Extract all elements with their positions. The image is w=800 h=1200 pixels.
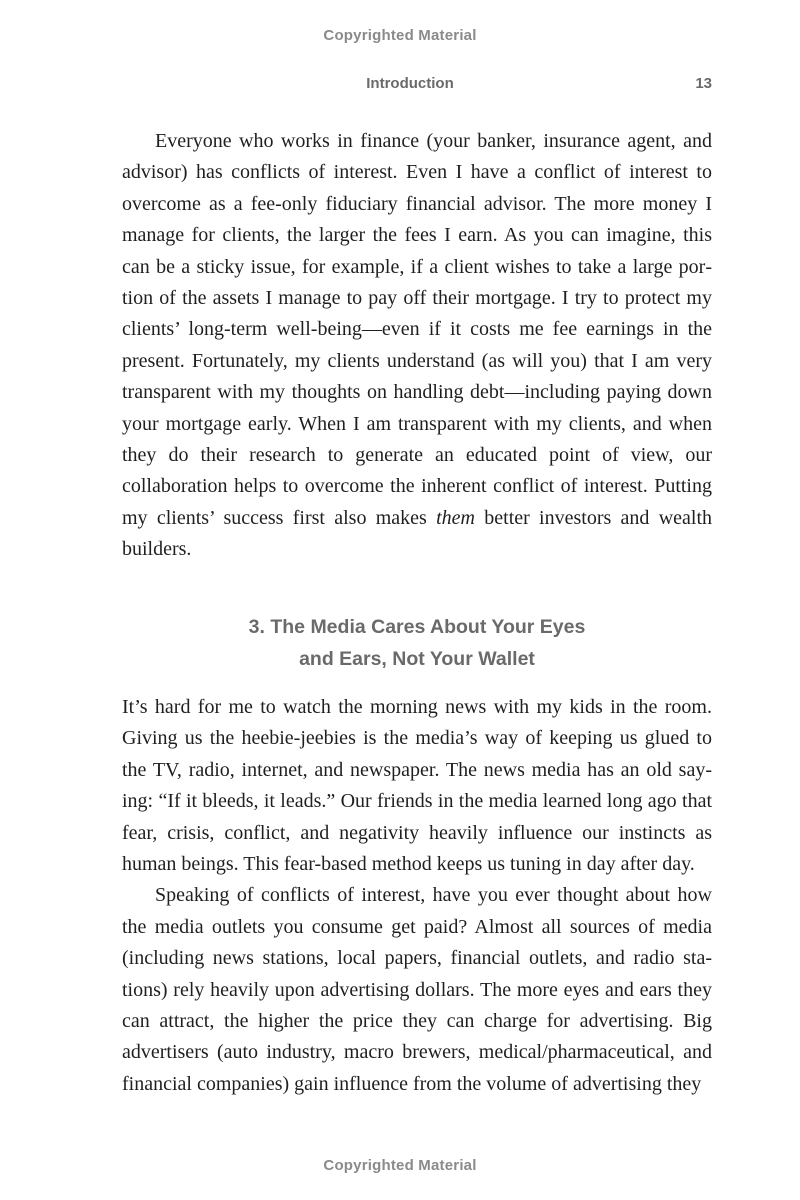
copyright-watermark-top: Copyrighted Material <box>323 27 477 44</box>
emphasis-them: them <box>436 506 475 529</box>
paragraph-morning-news: It’s hard for me to watch the morning news with my kids in the room. Giving us the heebie-jeebies is the media’s way of keeping us glued to the TV, radio, internet, and newspaper. The news media has an old saying: “If it bleeds, it leads.” Our friends in the media learned long ago that fear, crisis, conflict, and negativity heavily influence our instincts as human beings. This fear-based method keeps us tuning in day after day. <box>122 696 712 876</box>
body-text-block-2 <box>122 692 712 1100</box>
copyright-watermark-bottom: Copyrighted Material <box>323 1157 477 1174</box>
running-head <box>122 75 712 95</box>
section-heading-line-2: and Ears, Not Your Wallet <box>299 647 535 670</box>
section-heading-line-1: 3. The Media Cares About Your Eyes <box>248 616 586 638</box>
paragraph-1-text: Everyone who works in finance (your banker, insurance agent, and advisor) has conflicts of interest. Even I have a conflict of interest to overcome as a fee-only fiduciary financial advisor. The more money I manage for clients, the larger the fees I earn. As you can imagine, this can be a sticky issue, for example, if a client wishes to take a large portion of the assets I manage to pay off their mortgage. I try to protect my clients’ long-term well-being—even if it costs me fee earnings in the present. Fortunately, my clients understand (as will you) that I am very transparent with my thoughts on handling debt—including paying down your mortgage early. When I am transparent with my clients, and when they do their research to generate an educated point of view, our collaboration helps to overcome the inherent conflict of interest. Putting my clients’ success first also makes <box>122 130 712 529</box>
section-heading <box>122 612 712 675</box>
paragraph-media-paid: Speaking of conflicts of interest, have you ever thought about how the media outlets you consume get paid? Almost all sources of media (including news stations, local papers, financial outlets, and radio stations) rely heavily upon advertising dollars. The more eyes and ears they can attract, the higher the price they can charge for advertising. Big advertisers (auto industry, macro brewers, medical/pharmaceutical, and financial companies) gain influence from the volume of advertising they <box>122 884 712 1095</box>
page-number: 13 <box>695 75 712 92</box>
running-head-section: Introduction <box>366 75 454 92</box>
body-text-block-1 <box>122 126 712 566</box>
paragraph-1-text-end: better investors and wealth builders. <box>122 506 713 561</box>
paragraph-conflicts-of-interest <box>122 126 712 566</box>
